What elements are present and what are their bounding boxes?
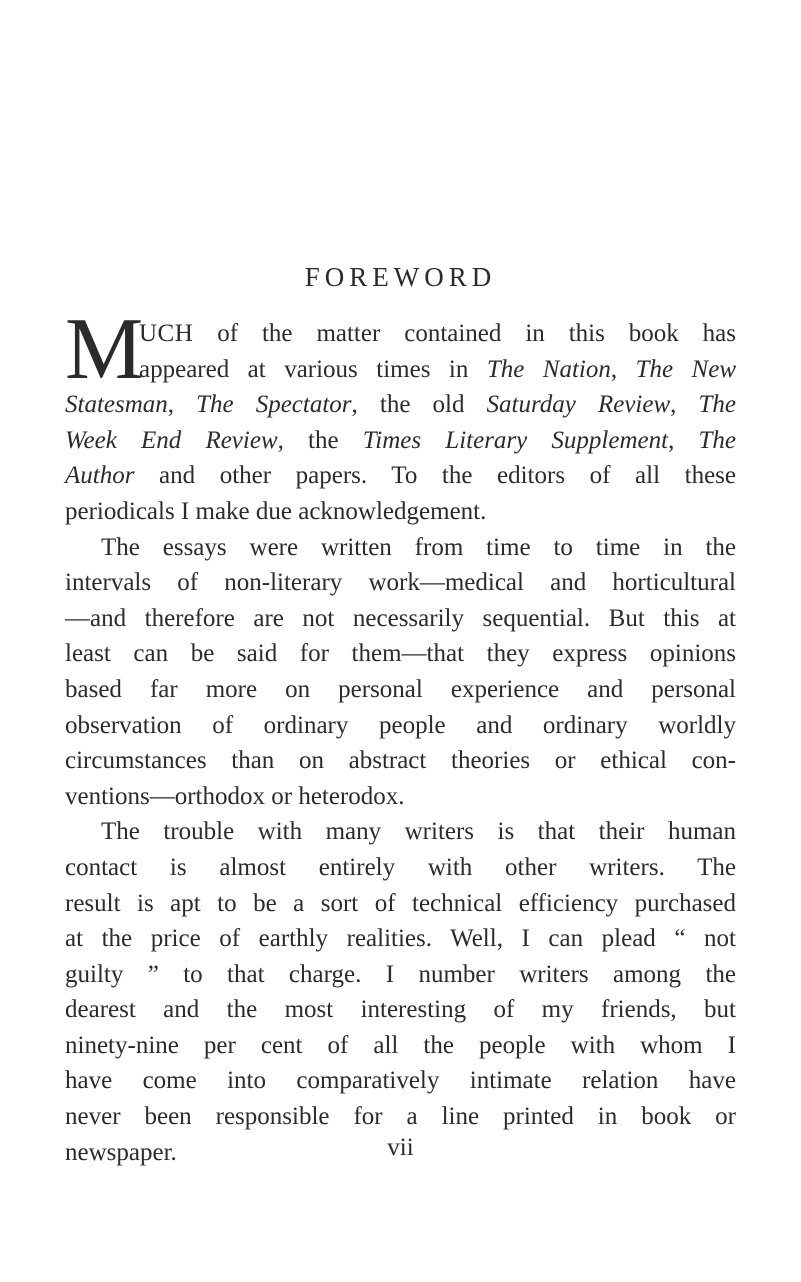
text-line (65, 387, 736, 423)
text-line: based far more on personal experience and personal (65, 675, 736, 703)
text-line: The trouble with many writers is that their human (101, 818, 736, 846)
text-span: UCH (139, 320, 194, 347)
text-line: The essays were written from time to time in the (101, 533, 736, 561)
drop-cap: M (65, 301, 144, 398)
text-span: , (610, 355, 636, 383)
text-span: , (167, 391, 197, 419)
text-span: and other papers. To the editors of all these (134, 462, 736, 490)
publication-title: Week End Review (65, 426, 278, 454)
text-span: , the old (351, 391, 487, 419)
text-line: —and therefore are not necessarily sequential. But this at (65, 604, 736, 632)
publication-title: Statesman (65, 391, 168, 419)
text-line: dearest and the most interesting of my friends, but (65, 996, 736, 1024)
text-line (65, 458, 736, 494)
text-line: have come into comparatively intimate relation have (65, 1067, 736, 1095)
text-span: , the (277, 426, 363, 454)
text-line: least can be said for them—that they express opinions (65, 640, 736, 668)
text-line: contact is almost entirely with other writers. The (65, 853, 736, 881)
text-line: guilty ” to that charge. I number writers among the (65, 960, 736, 988)
publication-title: The (698, 426, 737, 454)
foreword-body (65, 301, 737, 1170)
publication-title: The (698, 391, 736, 419)
text-line (65, 316, 736, 352)
text-span: appeared at various times in (139, 355, 487, 383)
text-span: , (668, 426, 699, 454)
text-line: intervals of non-literary work—medical and horticultural (65, 569, 736, 597)
text-line: periodicals I make due acknowledgement. (65, 497, 487, 525)
text-line: ventions—orthodox or heterodox. (65, 782, 405, 810)
page-number: vii (387, 1134, 414, 1161)
publication-title: The Spectator (196, 391, 352, 419)
text-line: observation of ordinary people and ordinary worldly (65, 711, 736, 739)
text-line: at the price of earthly realities. Well, I can plead “ not (65, 925, 736, 953)
publication-title: The New (635, 355, 736, 383)
text-line (65, 352, 736, 388)
text-line: circumstances than on abstract theories or ethical con- (65, 747, 736, 775)
text-span: of the matter contained in this book has (193, 320, 736, 347)
text-line: result is apt to be a sort of technical efficiency purchased (65, 889, 736, 917)
publication-title: Author (65, 462, 135, 490)
text-span: , (670, 391, 699, 419)
text-line: newspaper. (65, 1138, 177, 1166)
text-line (65, 423, 736, 459)
page-title: FOREWORD (304, 262, 497, 292)
publication-title: Times Literary Supplement (362, 426, 669, 454)
publication-title: Saturday Review (486, 391, 671, 419)
text-line: never been responsible for a line printed in book or (65, 1103, 736, 1131)
publication-title: The Nation (486, 355, 611, 383)
text-line: ninety-nine per cent of all the people with whom I (65, 1031, 736, 1059)
